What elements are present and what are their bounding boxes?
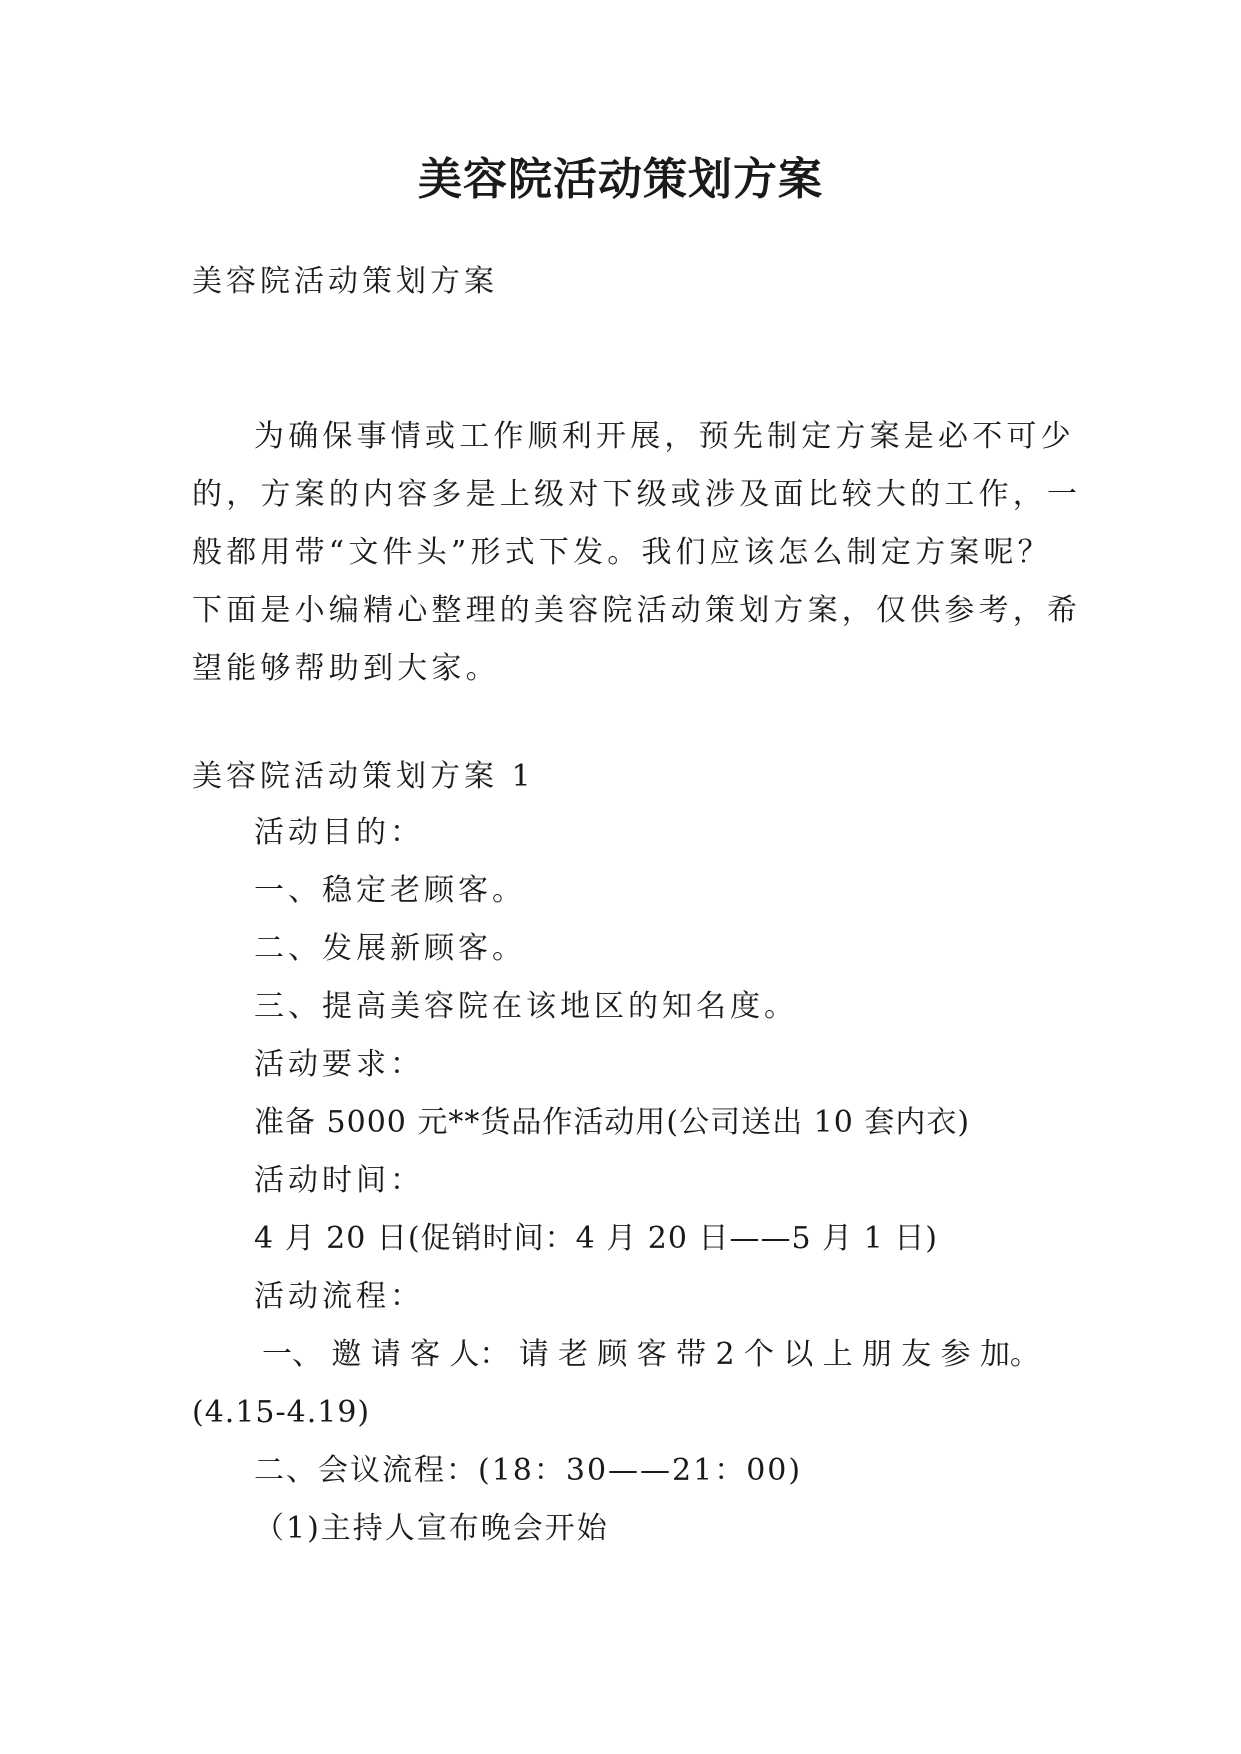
requirement-text: 准备 5000 元**货品作活动用(公司送出 10 套内衣) bbox=[254, 1105, 971, 1140]
page-title: 美容院活动策划方案 bbox=[418, 154, 823, 205]
flow-item-1-continued: (4.15-4.19) bbox=[192, 1395, 371, 1430]
flow-item-part: 顾 bbox=[597, 1337, 628, 1372]
flow-item-part: 友 bbox=[901, 1337, 932, 1372]
flow-item-part: 以 bbox=[783, 1337, 814, 1372]
flow-item-part: 朋 bbox=[861, 1337, 892, 1372]
flow-item-2-sub: （1)主持人宣布晚会开始 bbox=[254, 1511, 609, 1546]
goal-item: 三、提高美容院在该地区的知名度。 bbox=[254, 989, 798, 1024]
flow-item-part: 参 bbox=[940, 1337, 971, 1372]
requirement-label: 活动要求： bbox=[254, 1047, 424, 1082]
intro-line: 望能够帮助到大家。 bbox=[192, 651, 500, 686]
flow-item-part: 带 bbox=[676, 1337, 707, 1372]
flow-item-part: 加。 bbox=[979, 1337, 1040, 1372]
flow-item-part: 客 bbox=[636, 1337, 667, 1372]
intro-line: 下面是小编精心整理的美容院活动策划方案，仅供参考，希 bbox=[192, 593, 1082, 628]
intro-line: 的，方案的内容多是上级对下级或涉及面比较大的工作，一 bbox=[192, 477, 1082, 512]
document-subtitle: 美容院活动策划方案 bbox=[192, 264, 498, 299]
flow-item-part: 客 bbox=[410, 1337, 441, 1372]
flow-item-part: 一、 bbox=[262, 1337, 322, 1372]
flow-item-part: 请 bbox=[518, 1337, 549, 1372]
goal-label: 活动目的： bbox=[254, 815, 424, 850]
flow-item-part: 老 bbox=[558, 1337, 589, 1372]
intro-paragraph bbox=[192, 408, 1082, 698]
intro-line: 为确保事情或工作顺利开展，预先制定方案是必不可少 bbox=[254, 419, 1075, 454]
flow-item-part: 人： bbox=[449, 1337, 510, 1372]
flow-item-2: 二、会议流程：(18：30——21：00) bbox=[254, 1453, 803, 1488]
time-label: 活动时间： bbox=[254, 1163, 424, 1198]
intro-line: 般都用带“文件头”形式下发。我们应该怎么制定方案呢？ bbox=[192, 535, 1052, 570]
flow-item-part: 邀 bbox=[331, 1337, 362, 1372]
flow-item-part: 2 bbox=[715, 1337, 735, 1372]
flow-item-part: 请 bbox=[370, 1337, 401, 1372]
goal-item: 二、发展新顾客。 bbox=[254, 931, 526, 966]
flow-item-part: 个 bbox=[743, 1337, 774, 1372]
flow-item-1 bbox=[262, 1335, 1040, 1375]
flow-item-part: 上 bbox=[822, 1337, 853, 1372]
section-heading: 美容院活动策划方案 1 bbox=[192, 759, 535, 794]
goal-item: 一、稳定老顾客。 bbox=[254, 873, 526, 908]
time-text: 4 月 20 日(促销时间：4 月 20 日——5 月 1 日) bbox=[254, 1221, 938, 1256]
flow-label: 活动流程： bbox=[254, 1279, 424, 1314]
